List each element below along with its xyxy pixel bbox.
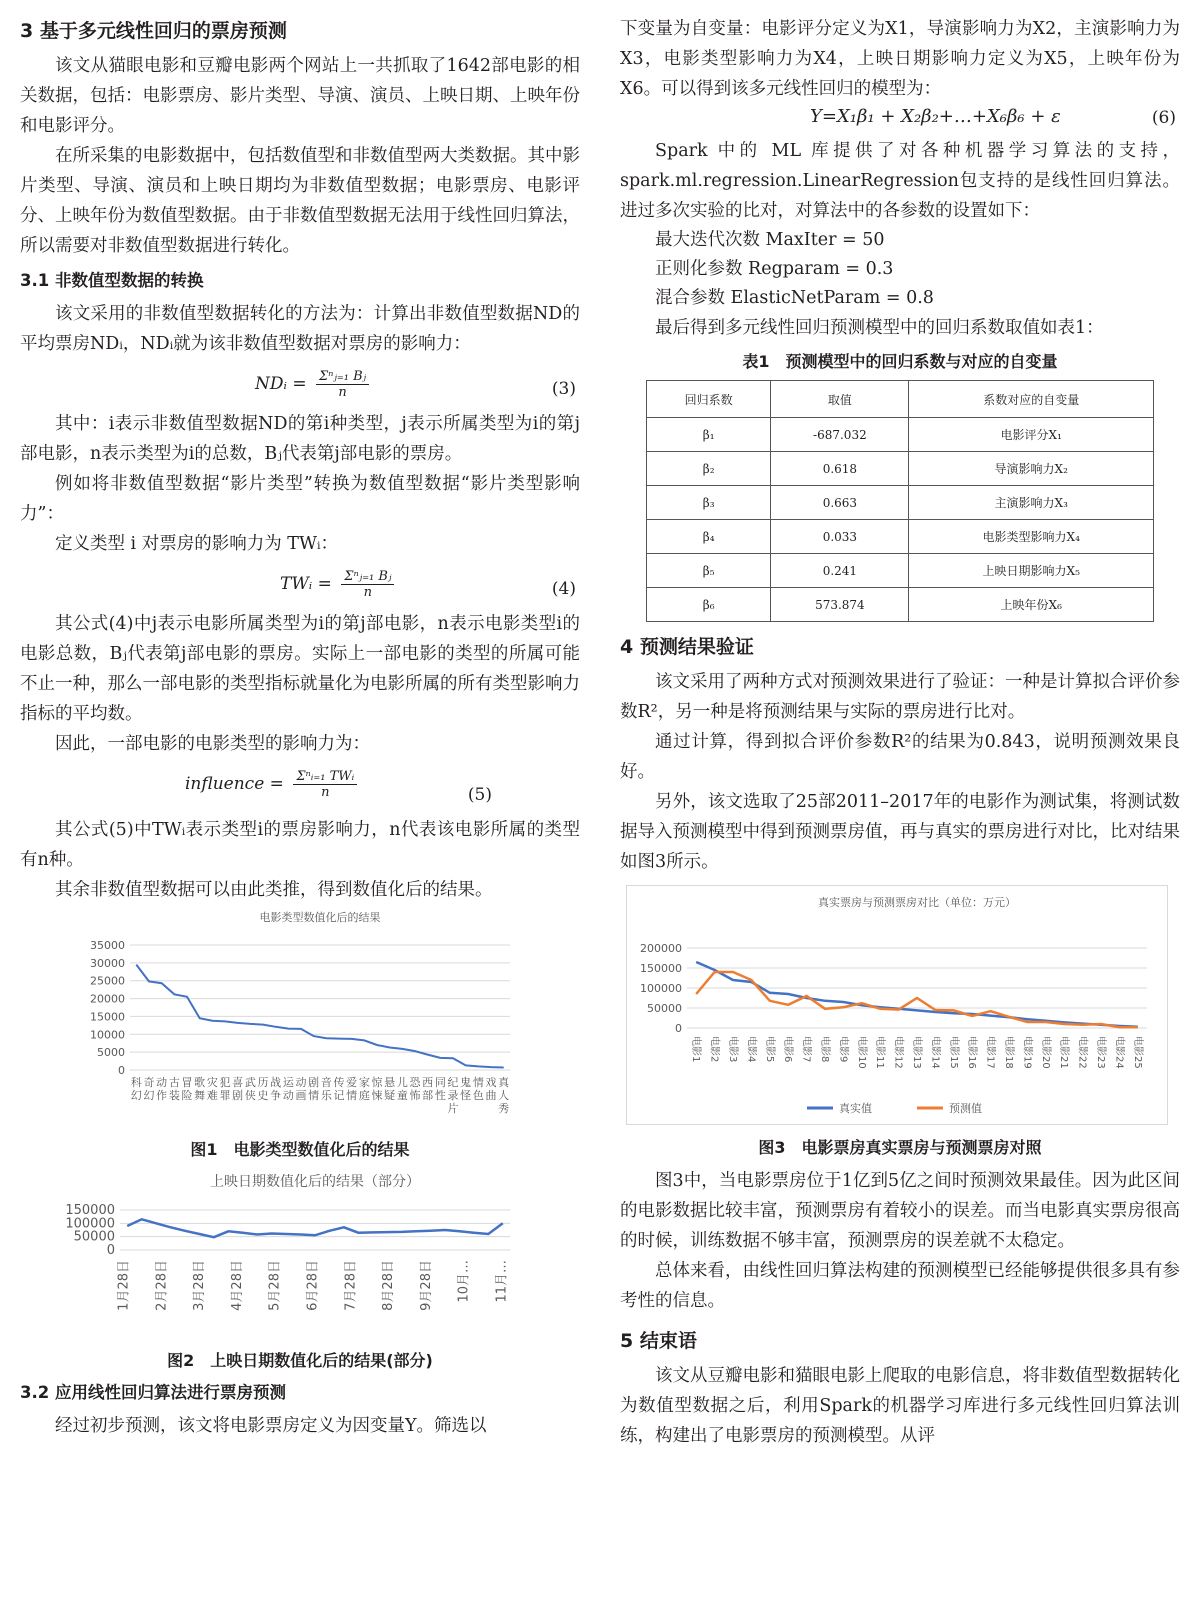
table-header-cell: 系数对应的自变量: [909, 381, 1154, 418]
x-tick-label: 悚: [371, 1089, 383, 1102]
y-tick-label: 50000: [73, 1229, 115, 1245]
table-cell: 上映日期影响力X₅: [909, 554, 1154, 588]
chart-title: 真实票房与预测票房对比（单位：万元）: [818, 896, 1016, 909]
y-tick-label: 0: [118, 1064, 125, 1077]
chart-title: 电影类型数值化后的结果: [259, 911, 381, 924]
x-tick-label: 戏: [485, 1076, 497, 1089]
series-line: [696, 972, 1138, 1027]
x-tick-label: 怪: [460, 1089, 472, 1102]
table-row: [647, 486, 1154, 520]
figure-2-caption: 图2 上映日期数值化后的结果(部分): [167, 1351, 433, 1370]
x-tick-label: 动: [282, 1089, 294, 1102]
table-header-cell: 取值: [771, 381, 909, 418]
paragraph: 在所采集的电影数据中，包括数值型和非数值型两大类数据。其中影片类型、导演、演员和上映日期均为非数值型数据；电影票房、电影评分、上映年份为数值型数据。由于非数值型数据无法用于线性回归算法，所以需要对非数值型数据进行转化。: [20, 146, 580, 256]
table-cell: 0.033: [771, 520, 909, 554]
x-tick-label: 奇: [143, 1076, 155, 1089]
equation-number: (5): [467, 785, 492, 805]
y-tick-label: 100000: [640, 982, 682, 995]
paragraph: 最后得到多元线性回归预测模型中的回归系数取值如表1：: [655, 318, 1104, 338]
x-tick-label: 性: [434, 1089, 446, 1102]
paragraph: Spark 中的 ML 库提供了对各种机器学习算法的支持，spark.ml.regression.LinearRegression包支持的是线性回归算法。进过多次实验的比对，对算法中的各参数的设置如下：: [620, 141, 1180, 221]
table-row: [647, 452, 1154, 486]
x-tick-label: 科: [130, 1076, 142, 1089]
x-tick-label: 喜: [232, 1076, 244, 1089]
figure-1-caption: 图1 电影类型数值化后的结果: [190, 1140, 410, 1159]
x-tick-label: 动: [295, 1076, 307, 1089]
y-tick-label: 0: [675, 1022, 682, 1035]
x-tick-label: 作: [156, 1089, 168, 1102]
series-line: [127, 1219, 503, 1237]
y-tick-label: 5000: [97, 1046, 125, 1060]
equation-lhs: TWᵢ =: [280, 574, 332, 594]
box-office-comparison-chart: [626, 885, 1168, 1125]
x-tick-label: 童: [396, 1089, 408, 1102]
left-column: [20, 14, 580, 1441]
table-row: [647, 554, 1154, 588]
table-cell: 0.663: [771, 486, 909, 520]
table-cell: 电影类型影响力X₄: [909, 520, 1154, 554]
fraction-numerator: Σⁿⱼ₌₁ Bⱼ: [341, 569, 394, 585]
x-tick-label: 电影16: [966, 1036, 978, 1069]
x-tick-label: 电影24: [1113, 1036, 1125, 1069]
chart-title: 上映日期数值化后的结果（部分）: [210, 1174, 420, 1190]
x-tick-label: 灾: [206, 1076, 218, 1089]
param-elasticnet: 混合参数 ElasticNetParam = 0.8: [655, 288, 934, 308]
x-tick-label: 动: [156, 1076, 168, 1089]
equation-3: [20, 359, 580, 409]
section-5-heading: 5 结束语: [620, 1330, 697, 1352]
table-cell: β₄: [647, 520, 771, 554]
table-row: [647, 418, 1154, 452]
x-tick-label: 电影2: [708, 1036, 720, 1063]
paragraph: 该文采用了两种方式对预测效果进行了验证：一种是计算拟合评价参数R²，另一种是将预测结果与实际的票房进行比对。: [620, 672, 1180, 722]
paragraph: 定义类型 i 对票房的影响力为 TWᵢ：: [55, 534, 338, 554]
fraction-numerator: Σⁿᵢ₌₁ TWᵢ: [293, 769, 357, 785]
fraction: [341, 569, 394, 600]
x-tick-label: 6月28日: [305, 1260, 321, 1311]
paragraph: 该文从豆瓣电影和猫眼电影上爬取的电影信息，将非数值型数据转化为数值型数据之后，利用Spark的机器学习库进行多元线性回归算法训练，构建出了电影票房的预测模型。从评: [620, 1366, 1180, 1446]
paragraph: 图3中，当电影票房位于1亿到5亿之间时预测效果最佳。因为此区间的电影数据比较丰富，预测票房有着较小的误差。而当电影真实票房很高的时候，训练数据不够丰富，预测票房的误差就不太稳定。: [620, 1171, 1180, 1251]
x-tick-label: 情: [472, 1076, 484, 1089]
table-header-row: [647, 381, 1154, 418]
x-tick-label: 11月…: [494, 1260, 510, 1303]
x-tick-label: 歌: [194, 1076, 206, 1089]
x-tick-label: 电影23: [1095, 1036, 1106, 1069]
x-tick-label: 片: [447, 1102, 459, 1115]
table-cell: β₅: [647, 554, 771, 588]
param-maxiter: 最大迭代次数 MaxIter = 50: [655, 230, 885, 250]
x-tick-label: 电影4: [745, 1036, 757, 1063]
x-tick-label: 犯: [219, 1076, 231, 1089]
x-tick-label: 同: [434, 1076, 446, 1089]
paragraph: 该文从猫眼电影和豆瓣电影两个网站上一共抓取了1642部电影的相关数据，包括：电影票房、影片类型、导演、演员、上映日期、上映年份和电影评分。: [20, 56, 580, 136]
x-tick-label: 运: [282, 1076, 294, 1089]
y-tick-label: 150000: [65, 1203, 115, 1218]
x-tick-label: 庭: [358, 1089, 370, 1102]
table-cell: -687.032: [771, 418, 909, 452]
x-tick-label: 侠: [244, 1089, 256, 1102]
x-tick-label: 2月28日: [154, 1260, 170, 1311]
table-header-cell: 回归系数: [647, 381, 771, 418]
y-tick-label: 30000: [90, 956, 125, 970]
x-tick-label: 电影17: [984, 1036, 996, 1069]
figure-2-chart: [20, 1168, 580, 1342]
x-tick-label: 剧: [232, 1089, 244, 1102]
x-tick-label: 传: [333, 1076, 345, 1089]
x-tick-label: 10月…: [456, 1260, 472, 1303]
x-tick-label: 儿: [396, 1076, 408, 1089]
equation-body: Y=X₁β₁ + X₂β₂+…+X₆β₆ + ε: [810, 106, 1061, 127]
paragraph: 其公式(4)中j表示电影所属类型为i的第j部电影，n表示电影类型i的电影总数，Bⱼ代表第j部电影的票房。实际上一部电影的类型的所属可能不止一种，那么一部电影的类型指标就量化为电影所属的所有类型影响力指标的平均数。: [20, 614, 580, 724]
x-tick-label: 画: [295, 1089, 307, 1102]
table-cell: β₃: [647, 486, 771, 520]
equation-number: (3): [551, 379, 576, 399]
x-tick-label: 音: [320, 1076, 332, 1089]
paragraph: 因此，一部电影的电影类型的影响力为：: [55, 734, 370, 754]
x-tick-label: 纪: [447, 1076, 459, 1089]
x-tick-label: 舞: [194, 1089, 206, 1102]
fraction-denominator: n: [338, 385, 347, 400]
y-tick-label: 50000: [647, 1002, 682, 1015]
y-tick-label: 25000: [90, 974, 125, 988]
table-row: [647, 588, 1154, 622]
x-tick-label: 情: [308, 1089, 320, 1102]
table-cell: 电影评分X₁: [909, 418, 1154, 452]
x-tick-label: 3月28日: [192, 1260, 208, 1311]
x-tick-label: 部: [422, 1089, 434, 1102]
section-3-heading: 3 基于多元线性回归的票房预测: [20, 20, 287, 42]
paragraph: 另外，该文选取了25部2011–2017年的电影作为测试集，将测试数据导入预测模型中得到预测票房值，再与真实的票房进行对比，比对结果如图3所示。: [620, 792, 1180, 872]
x-tick-label: 电影13: [911, 1036, 922, 1069]
y-tick-label: 0: [106, 1243, 115, 1258]
x-tick-label: 冒: [181, 1076, 193, 1089]
table-1-caption: 表1 预测模型中的回归系数与对应的自变量: [742, 352, 1058, 371]
y-tick-label: 35000: [90, 939, 125, 952]
x-tick-label: 电影15: [947, 1036, 959, 1069]
x-tick-label: 5月28日: [267, 1260, 283, 1311]
x-tick-label: 9月28日: [418, 1260, 434, 1311]
x-tick-label: 电影1: [690, 1036, 702, 1063]
section-4-heading: 4 预测结果验证: [620, 636, 754, 658]
table-cell: β₁: [647, 418, 771, 452]
x-tick-label: 疑: [384, 1089, 396, 1102]
x-tick-label: 险: [181, 1089, 193, 1102]
section-3-2-heading: 3.2 应用线性回归算法进行票房预测: [20, 1383, 286, 1402]
paragraph: 通过计算，得到拟合评价参数R²的结果为0.843，说明预测效果良好。: [620, 732, 1180, 782]
x-tick-label: 1月28日: [116, 1260, 132, 1311]
paragraph: 该文采用的非数值型数据转化的方法为：计算出非数值型数据ND的平均票房NDᵢ，NDᵢ就为该非数值型数据对票房的影响力：: [20, 304, 580, 354]
x-tick-label: 历: [257, 1076, 269, 1089]
x-tick-label: 装: [168, 1089, 180, 1102]
x-tick-label: 电影12: [892, 1036, 904, 1069]
x-tick-label: 电影5: [763, 1036, 775, 1063]
series-line: [696, 962, 1138, 1027]
equation-4: [20, 559, 580, 609]
x-tick-label: 史: [257, 1089, 269, 1102]
equation-number: (6): [1151, 108, 1176, 128]
x-tick-label: 争: [270, 1089, 282, 1102]
x-tick-label: 难: [206, 1089, 218, 1102]
equation-lhs: NDᵢ =: [255, 374, 307, 394]
y-tick-label: 150000: [640, 962, 682, 975]
y-tick-label: 200000: [640, 942, 682, 955]
x-tick-label: 真: [498, 1076, 510, 1089]
x-tick-label: 电影19: [1021, 1036, 1033, 1069]
table-cell: 0.618: [771, 452, 909, 486]
table-cell: 0.241: [771, 554, 909, 588]
y-tick-label: 100000: [65, 1216, 115, 1232]
x-tick-label: 录: [447, 1089, 459, 1102]
paragraph: 下变量为自变量：电影评分定义为X1，导演影响力为X2，主演影响力为X3，电影类型影响力为X4，上映日期影响力定义为X5，上映年份为X6。可以得到该多元线性回归的模型为：: [620, 19, 1180, 99]
x-tick-label: 罪: [219, 1089, 231, 1102]
regression-table: [646, 380, 1154, 622]
x-tick-label: 电影11: [874, 1036, 886, 1069]
x-tick-label: 幻: [143, 1089, 155, 1102]
x-tick-label: 4月28日: [229, 1260, 245, 1311]
x-tick-label: 记: [333, 1089, 345, 1102]
table-cell: β₆: [647, 588, 771, 622]
paragraph: 其中：i表示非数值型数据ND的第i种类型，j表示所属类型为i的第j部电影，n表示类型为i的总数，Bⱼ代表第j部电影的票房。: [20, 414, 580, 464]
table-cell: 573.874: [771, 588, 909, 622]
param-regparam: 正则化参数 Regparam = 0.3: [655, 259, 894, 279]
x-tick-label: 电影18: [1003, 1036, 1014, 1069]
right-column: [620, 14, 1180, 1451]
equation-6: [620, 104, 1180, 136]
x-tick-label: 西: [422, 1076, 434, 1089]
x-tick-label: 7月28日: [343, 1260, 359, 1311]
table-cell: 主演影响力X₃: [909, 486, 1154, 520]
x-tick-label: 电影3: [727, 1036, 738, 1063]
x-tick-label: 人: [498, 1089, 510, 1102]
x-tick-label: 惊: [371, 1076, 383, 1089]
equation-lhs: influence =: [185, 774, 284, 794]
x-tick-label: 电影22: [1076, 1036, 1088, 1069]
legend-label: 预测值: [949, 1102, 982, 1115]
x-tick-label: 电影20: [1039, 1036, 1051, 1069]
x-tick-label: 电影14: [929, 1036, 941, 1069]
x-tick-label: 怖: [409, 1089, 421, 1102]
legend-label: 真实值: [839, 1102, 872, 1115]
x-tick-label: 色: [472, 1089, 484, 1102]
paragraph: 其公式(5)中TWᵢ表示类型i的票房影响力，n代表该电影所属的类型有n种。: [20, 820, 580, 870]
x-tick-label: 电影6: [782, 1036, 794, 1063]
fraction: [316, 369, 369, 400]
figure-1-chart: [20, 905, 580, 1131]
fraction: [293, 769, 357, 800]
figure-3-chart: [620, 885, 1180, 1129]
x-tick-label: 情: [346, 1089, 358, 1102]
x-tick-label: 恐: [409, 1076, 421, 1089]
x-tick-label: 电影21: [1058, 1036, 1070, 1069]
x-tick-label: 剧: [308, 1076, 320, 1089]
x-tick-label: 8月28日: [381, 1260, 397, 1311]
table-cell: β₂: [647, 452, 771, 486]
x-tick-label: 电影7: [800, 1036, 812, 1063]
x-tick-label: 战: [270, 1076, 282, 1089]
equation-5: [20, 759, 580, 815]
release-date-line-chart: [20, 1168, 580, 1338]
x-tick-label: 悬: [384, 1076, 396, 1089]
x-tick-label: 电影10: [855, 1036, 867, 1069]
x-tick-label: 电影25: [1131, 1036, 1143, 1069]
x-tick-label: 鬼: [460, 1076, 472, 1089]
x-tick-label: 爱: [346, 1076, 358, 1089]
x-tick-label: 电影8: [819, 1036, 830, 1063]
table-row: [647, 520, 1154, 554]
fraction-numerator: Σⁿⱼ₌₁ Bⱼ: [316, 369, 369, 385]
paragraph: 其余非数值型数据可以由此类推，得到数值化后的结果。: [55, 880, 493, 900]
table-cell: 导演影响力X₂: [909, 452, 1154, 486]
x-tick-label: 家: [358, 1076, 370, 1089]
x-tick-label: 秀: [498, 1102, 510, 1115]
x-tick-label: 武: [244, 1076, 256, 1089]
x-tick-label: 曲: [485, 1089, 497, 1102]
x-tick-label: 乐: [320, 1089, 332, 1102]
x-tick-label: 古: [168, 1076, 180, 1089]
y-tick-label: 15000: [90, 1010, 125, 1024]
fraction-denominator: n: [363, 585, 373, 600]
paragraph: 总体来看，由线性回归算法构建的预测模型已经能够提供很多具有参考性的信息。: [620, 1261, 1180, 1311]
paragraph: 例如将非数值型数据“影片类型”转换为数值型数据“影片类型影响力”：: [20, 474, 580, 524]
y-tick-label: 10000: [90, 1028, 125, 1042]
y-tick-label: 20000: [90, 992, 125, 1006]
x-tick-label: 电影9: [837, 1036, 849, 1063]
fraction-denominator: n: [321, 785, 330, 800]
equation-number: (4): [551, 579, 576, 599]
table-cell: 上映年份X₆: [909, 588, 1154, 622]
genre-line-chart: [20, 905, 580, 1127]
figure-3-caption: 图3 电影票房真实票房与预测票房对照: [758, 1138, 1042, 1157]
x-tick-label: 幻: [130, 1089, 142, 1102]
paragraph: 经过初步预测，该文将电影票房定义为因变量Y。筛选以: [55, 1416, 487, 1436]
section-3-1-heading: 3.1 非数值型数据的转换: [20, 271, 204, 290]
